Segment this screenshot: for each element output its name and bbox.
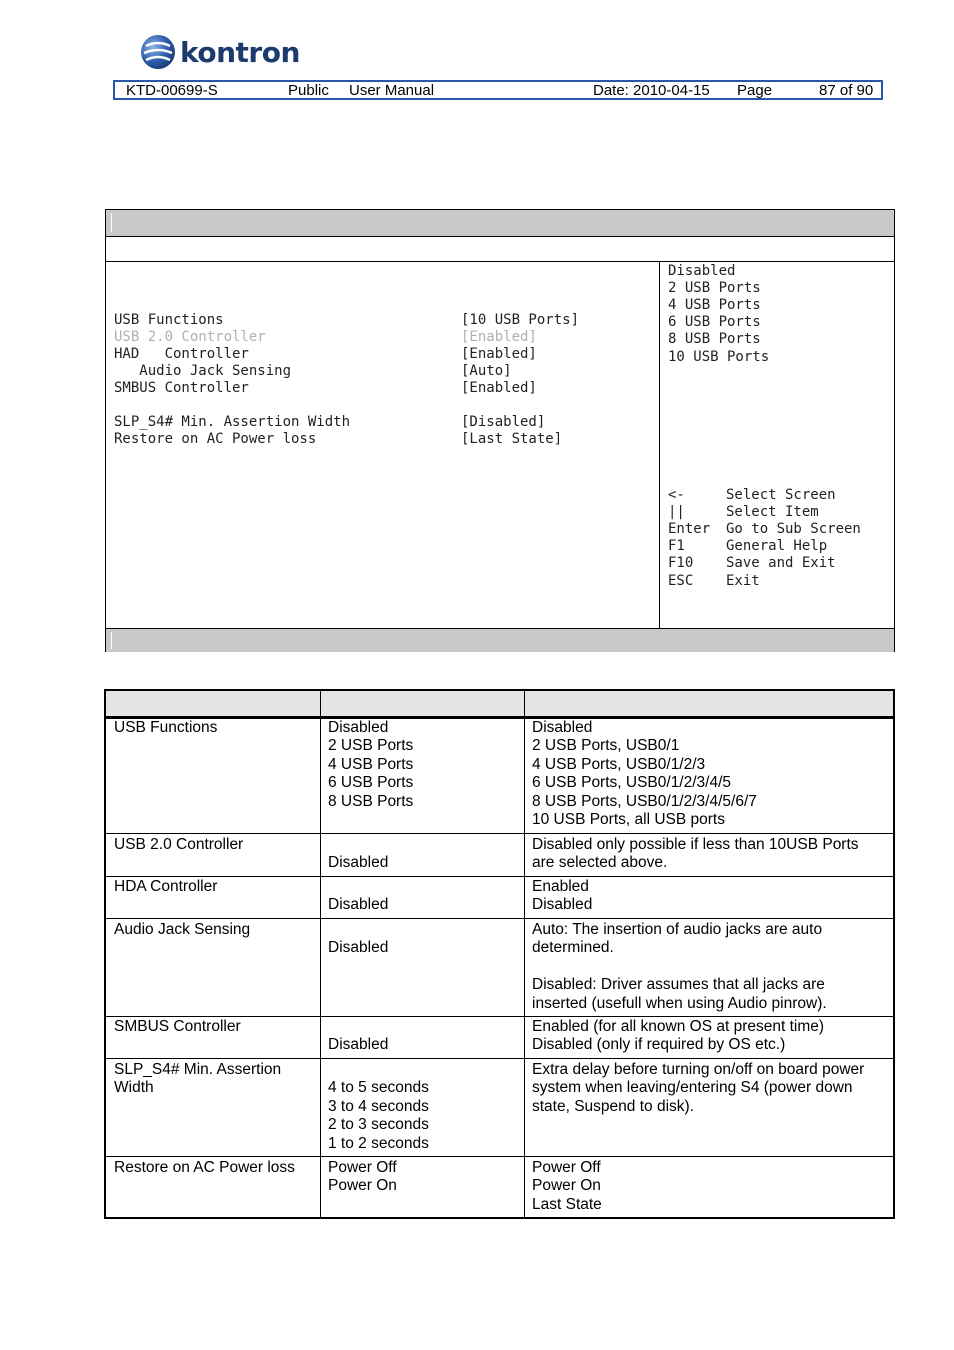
table-cell-options: 4 to 5 seconds 3 to 4 seconds 2 to 3 seconds 1 to 2 seconds (328, 1079, 429, 1152)
table-cell-feature: USB Functions (114, 719, 218, 736)
bios-screen (105, 209, 895, 652)
setting-value[interactable]: [Last State] (461, 431, 563, 447)
option-item: 10 USB Ports (668, 349, 770, 365)
table-cell-options: Disabled (328, 854, 389, 872)
table-cell-options: Disabled 2 USB Ports 4 USB Ports 6 USB Ports 8 USB Ports (328, 719, 414, 810)
setting-label[interactable]: USB Functions (114, 312, 224, 328)
table-cell-description: Disabled only possible if less than 10USB Ports are selected above. (532, 836, 859, 872)
help-key: Enter (668, 521, 711, 537)
settings-table (104, 689, 895, 1219)
help-key: ESC (668, 573, 694, 589)
setting-value[interactable]: [Auto] (461, 363, 512, 379)
help-action: General Help (726, 538, 828, 554)
kontron-globe-icon (140, 34, 176, 70)
row-divider (106, 1156, 893, 1157)
doc-id: KTD-00699-S (126, 82, 218, 99)
table-cell-description: Auto: The insertion of audio jacks are auto determined. Disabled: Driver assumes that all jacks are inserted (usefull when using Audio pinrow). (532, 921, 827, 1012)
row-divider (106, 1016, 893, 1017)
setting-label[interactable]: Restore on AC Power loss (114, 431, 317, 447)
table-cell-options: Disabled (328, 896, 389, 914)
table-cell-feature: SLP_S4# Min. Assertion Width (114, 1061, 282, 1097)
bios-footer-bar (106, 628, 894, 652)
table-header-row (106, 691, 893, 719)
document-header (113, 80, 883, 100)
help-action: Go to Sub Screen (726, 521, 861, 537)
option-item: 2 USB Ports (668, 280, 761, 296)
doc-type: User Manual (349, 82, 435, 99)
table-cell-description: Enabled (for all known OS at present time) Disabled (only if required by OS etc.) (532, 1018, 825, 1054)
setting-value: [Enabled] (461, 329, 537, 345)
table-cell-feature: HDA Controller (114, 878, 218, 895)
setting-label[interactable]: SMBUS Controller (114, 380, 249, 396)
table-cell-description: Power Off Power On Last State (532, 1159, 602, 1213)
help-action: Select Screen (726, 487, 836, 503)
setting-label: USB 2.0 Controller (114, 329, 266, 345)
row-divider (106, 1058, 893, 1059)
help-key: || (668, 504, 685, 520)
setting-value[interactable]: [Enabled] (461, 346, 537, 362)
column-divider (524, 691, 525, 1217)
row-divider (106, 918, 893, 919)
option-item: 4 USB Ports (668, 297, 761, 313)
table-cell-description: Disabled 2 USB Ports, USB0/1 4 USB Ports, USB0/1/2/3 6 USB Ports, USB0/1/2/3/4/5 8 USB Ports, USB0/1/2/3/4/5/6/7 10 USB Ports, all USB ports (532, 719, 757, 829)
setting-value[interactable]: [10 USB Ports] (461, 312, 580, 328)
classification: Public (288, 82, 329, 99)
kontron-logo-text: kontron (180, 35, 300, 69)
table-cell-feature: Audio Jack Sensing (114, 921, 251, 938)
doc-date: Date: 2010-04-15 (593, 82, 710, 99)
table-cell-feature: SMBUS Controller (114, 1018, 241, 1035)
setting-label[interactable]: SLP_S4# Min. Assertion Width (114, 414, 351, 430)
table-cell-description: Enabled Disabled (532, 878, 593, 914)
table-cell-feature: Restore on AC Power loss (114, 1159, 295, 1176)
row-divider (106, 876, 893, 877)
help-action: Save and Exit (726, 555, 836, 571)
table-cell-options: Disabled (328, 1036, 389, 1054)
column-divider (320, 691, 321, 1217)
page-count: 87 of 90 (819, 82, 874, 99)
help-action: Select Item (726, 504, 819, 520)
setting-label[interactable]: HAD Controller (114, 346, 249, 362)
option-item: Disabled (668, 263, 736, 279)
help-key: F10 (668, 555, 694, 571)
table-cell-options: Power Off Power On (328, 1159, 397, 1195)
bios-tab-bar (106, 237, 894, 262)
table-cell-description: Extra delay before turning on/off on board power system when leaving/entering S4 (power down state, Suspend to disk). (532, 1061, 865, 1115)
help-key: <- (668, 487, 685, 503)
table-cell-feature: USB 2.0 Controller (114, 836, 244, 853)
option-item: 6 USB Ports (668, 314, 761, 330)
setting-value[interactable]: [Enabled] (461, 380, 537, 396)
kontron-logo (140, 32, 300, 72)
row-divider (106, 833, 893, 834)
option-item: 8 USB Ports (668, 331, 761, 347)
setting-value[interactable]: [Disabled] (461, 414, 546, 430)
table-cell-options: Disabled (328, 939, 389, 957)
bios-title-bar (106, 210, 894, 237)
setting-label[interactable]: Audio Jack Sensing (114, 363, 292, 379)
help-key: F1 (668, 538, 685, 554)
bios-divider (659, 262, 660, 628)
help-action: Exit (726, 573, 760, 589)
page-label: Page (737, 82, 773, 99)
